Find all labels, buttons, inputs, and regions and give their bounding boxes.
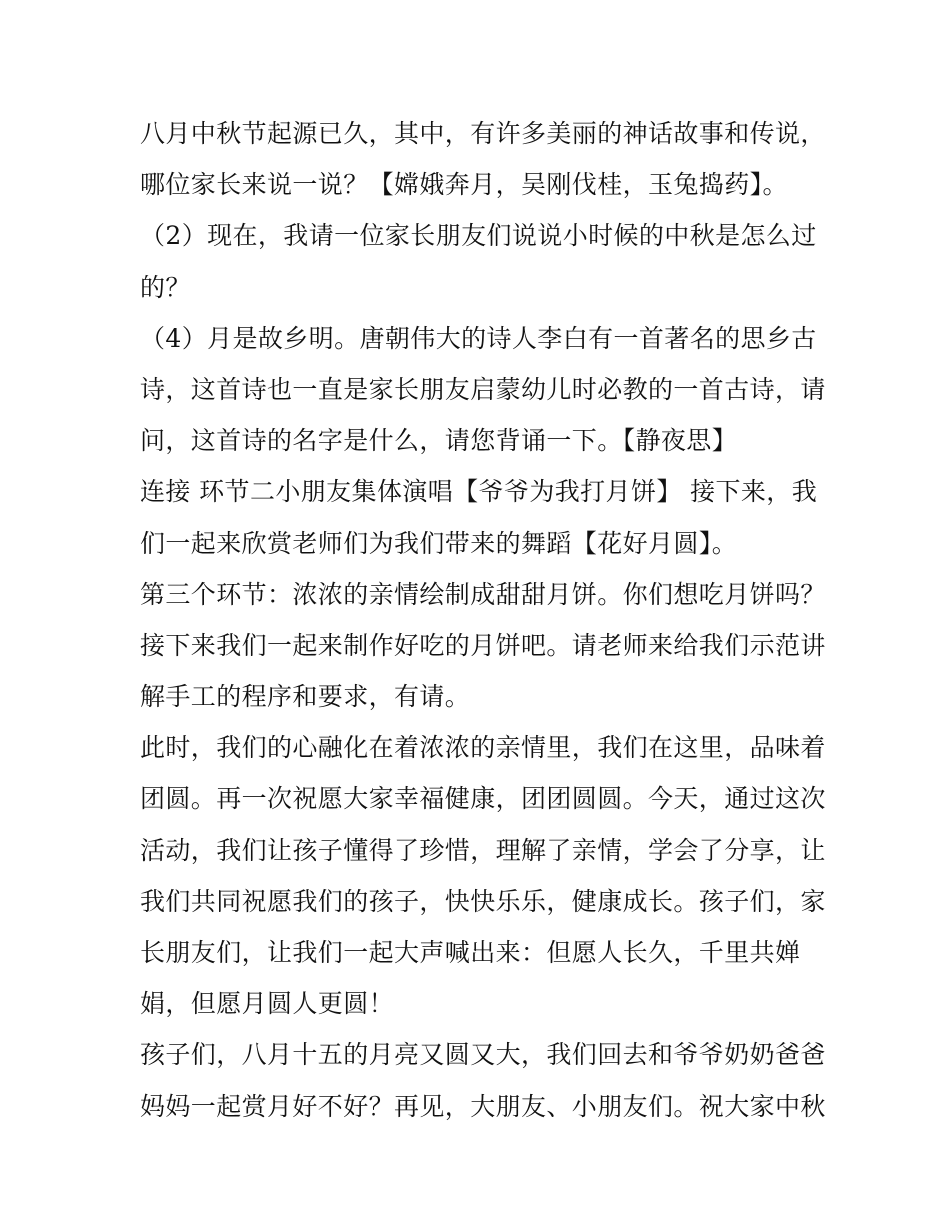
text-line: 长朋友们，让我们一起大声喊出来：但愿人长久，千里共婵	[140, 938, 801, 967]
text-line: 接下来我们一起来制作好吃的月饼吧。请老师来给我们示范讲	[140, 630, 826, 660]
text-line: 团圆。再一次祝愿大家幸福健康，团团圆圆。今天，通过这次	[140, 784, 826, 814]
text-line: 解手工的程序和要求，有请。	[140, 682, 471, 712]
text-line: 活动，我们让孩子懂得了珍惜，理解了亲情，学会了分享，让	[140, 835, 826, 865]
text-line: 孩子们，八月十五的月亮又圆又大，我们回去和爷爷奶奶爸爸	[140, 1040, 826, 1070]
text-line: 第三个环节：浓浓的亲情绘制成甜甜月饼。你们想吃月饼吗？	[140, 579, 826, 609]
text-line: 娟，但愿月圆人更圆！	[140, 989, 395, 1019]
document-body	[140, 108, 826, 1132]
text-line: 妈妈一起赏月好不好？再见，大朋友、小朋友们。祝大家中秋	[140, 1091, 826, 1121]
text-line: 此时，我们的心融化在着浓浓的亲情里，我们在这里，品味着	[140, 733, 826, 763]
text-line: （2）现在，我请一位家长朋友们说说小时候的中秋是怎么过	[140, 221, 817, 251]
text-line: （4）月是故乡明。唐朝伟大的诗人李白有一首著名的思乡古	[140, 323, 817, 353]
text-line: 八月中秋节起源已久，其中，有许多美丽的神话故事和传说，	[140, 119, 826, 148]
text-line: 诗，这首诗也一直是家长朋友启蒙幼儿时必教的一首古诗，请	[140, 374, 826, 404]
text-line: 连接 环节二小朋友集体演唱【爷爷为我打月饼】 接下来，我	[140, 477, 818, 507]
text-line: 哪位家长来说一说？【嫦娥奔月，吴刚伐桂，玉兔捣药】。	[140, 170, 788, 200]
text-line: 们一起来欣赏老师们为我们带来的舞蹈【花好月圆】。	[140, 528, 738, 558]
text-line: 问，这首诗的名字是什么，请您背诵一下。【静夜思】	[140, 426, 738, 456]
text-line: 的？	[140, 272, 191, 302]
text-line: 我们共同祝愿我们的孩子，快快乐乐，健康成长。孩子们，家	[140, 886, 826, 916]
